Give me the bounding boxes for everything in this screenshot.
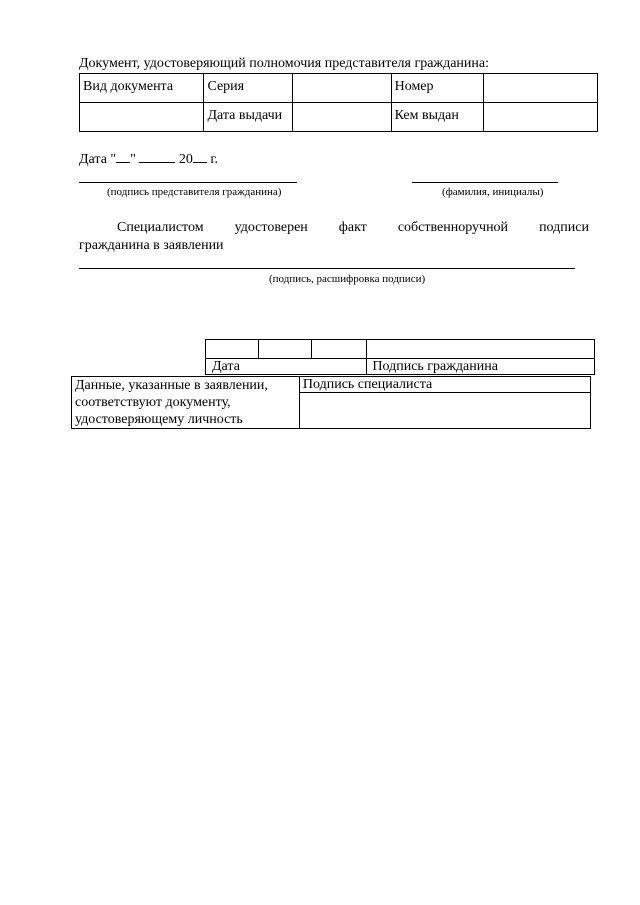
issued-by-label: Кем выдан — [391, 103, 483, 132]
name-initials-line[interactable] — [412, 182, 558, 183]
date-quote: " — [130, 152, 136, 167]
year-suffix: г. — [210, 152, 219, 167]
citizen-table — [205, 339, 595, 375]
verification-word: факт — [338, 220, 367, 235]
verification-word: подписи — [539, 220, 589, 235]
doc-type-label: Вид документа — [80, 74, 204, 103]
verification-caption: (подпись, расшифровка подписи) — [269, 273, 426, 285]
verification-word: собственноручной — [397, 220, 509, 235]
specialist-verification-line[interactable] — [79, 268, 575, 269]
specialist-table — [71, 376, 591, 429]
rep-doc-title: Документ, удостоверяющий полномочия представителя гражданина: — [79, 56, 489, 71]
year-prefix: 20 — [178, 152, 193, 167]
verification-line2: гражданина в заявлении — [79, 238, 224, 253]
date-year-cell[interactable] — [312, 340, 367, 359]
verification-word: удостоверен — [234, 220, 308, 235]
data-match-line2: соответствуют документу, — [75, 395, 231, 410]
date-line — [79, 150, 218, 168]
name-initials-caption: (фамилия, инициалы) — [442, 186, 544, 198]
series-value-cell[interactable] — [293, 74, 391, 103]
issue-date-value-cell[interactable] — [293, 103, 391, 132]
month-blank[interactable] — [139, 150, 175, 163]
number-label: Номер — [391, 74, 483, 103]
series-label: Серия — [204, 74, 293, 103]
number-value-cell[interactable] — [483, 74, 597, 103]
data-match-cell — [72, 377, 300, 429]
day-blank[interactable] — [116, 150, 130, 163]
data-match-line1: Данные, указанные в заявлении, — [75, 378, 268, 393]
rep-signature-line[interactable] — [79, 182, 297, 183]
date-prefix: Дата " — [79, 152, 117, 167]
issue-date-label: Дата выдачи — [204, 103, 293, 132]
year-blank[interactable] — [193, 150, 207, 163]
specialist-signature-cell[interactable] — [299, 393, 590, 429]
citizen-signature-cell[interactable] — [367, 340, 595, 359]
specialist-signature-label: Подпись специалиста — [299, 377, 590, 393]
date-month-cell[interactable] — [259, 340, 312, 359]
citizen-signature-label: Подпись гражданина — [367, 359, 595, 375]
data-match-line3: удостоверяющему личность — [75, 412, 243, 427]
verification-word: Специалистом — [117, 220, 204, 235]
issued-by-value-cell[interactable] — [483, 103, 597, 132]
verification-line1 — [79, 220, 589, 236]
rep-signature-caption: (подпись представителя гражданина) — [107, 186, 282, 198]
rep-doc-table — [79, 73, 598, 132]
doc-type-value-cell[interactable] — [80, 103, 204, 132]
date-label: Дата — [206, 359, 367, 375]
date-day-cell[interactable] — [206, 340, 259, 359]
